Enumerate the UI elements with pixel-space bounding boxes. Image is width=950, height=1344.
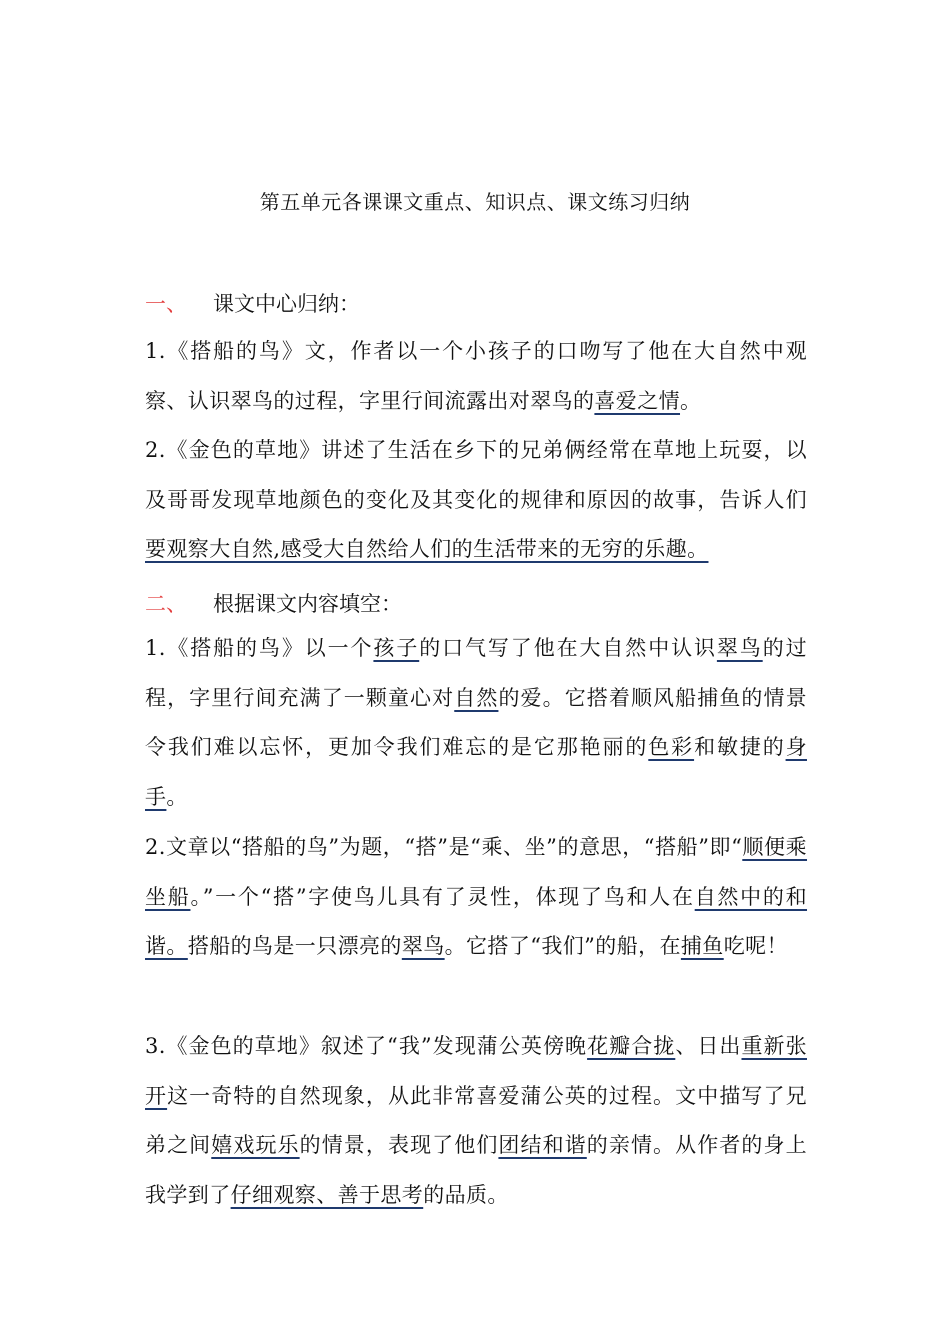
section-heading-text: 根据课文内容填空： bbox=[213, 592, 402, 616]
underlined-answer: 翠鸟 bbox=[401, 934, 445, 958]
underlined-answer: 自然 bbox=[454, 685, 499, 710]
paragraph-text: 2.《金色的草地》讲述了生活在乡下的兄弟俩经常在草地上玩耍，以及哥哥发现草地颜色的变化及其变化的规律和原因的故事，告诉人们 bbox=[145, 438, 807, 512]
section-heading-1 bbox=[145, 288, 360, 318]
paragraph-text: 的品质。 bbox=[423, 1182, 509, 1207]
paragraph-text: 搭船的鸟是一只漂亮的 bbox=[187, 934, 402, 958]
section-number: 一、 bbox=[145, 292, 187, 316]
paragraph-text: 。它搭了“我们”的船，在 bbox=[444, 934, 681, 958]
fill-paragraph-3 bbox=[145, 1022, 807, 1220]
underlined-answer: 重新张开 bbox=[145, 1034, 807, 1108]
paragraph-text: 的爱。它搭着顺风船捕鱼的情景令我们难以忘怀，更加令我们难忘的是它那艳丽的 bbox=[145, 685, 807, 759]
underlined-answer: 喜爱之情 bbox=[594, 388, 681, 413]
underlined-answer: 顺便乘坐船 bbox=[145, 835, 808, 909]
underlined-answer: 孩子 bbox=[373, 636, 420, 660]
paragraph-text: 。 bbox=[166, 784, 188, 809]
fill-paragraph-2 bbox=[145, 823, 807, 972]
paragraph-text: 、日出 bbox=[675, 1034, 742, 1058]
underlined-answer: 翠鸟 bbox=[716, 636, 763, 660]
section-number: 二、 bbox=[145, 592, 187, 616]
section-heading-text: 课文中心归纳： bbox=[213, 292, 360, 316]
paragraph-text: 和敏捷的 bbox=[694, 735, 786, 759]
underlined-answer: 身手 bbox=[145, 735, 807, 809]
underlined-answer: 仔细观察、善于思考 bbox=[230, 1182, 424, 1207]
paragraph-text: 吃呢！ bbox=[723, 934, 788, 958]
paragraph-text: 。”一个“搭”字使鸟儿具有了灵性，体现了鸟和人在 bbox=[190, 884, 695, 909]
paragraph-text: 的口气写了他在大自然中认识 bbox=[419, 636, 717, 660]
summary-paragraph-1 bbox=[145, 327, 807, 426]
underlined-answer: 要观察大自然,感受大自然给人们的生活带来的无穷的乐趣。 bbox=[145, 537, 709, 561]
paragraph-text: 这一奇特的自然现象，从此非常喜爱蒲公英的过程。文中描写了兄弟之间 bbox=[145, 1083, 807, 1157]
underlined-answer: 捕鱼 bbox=[680, 934, 724, 958]
summary-paragraph-2 bbox=[145, 426, 807, 575]
paragraph-text: 的过程，字里行间充满了一颗童心对 bbox=[145, 636, 807, 710]
paragraph-text: 3.《金色的草地》叙述了“我”发现蒲公英傍晚 bbox=[145, 1034, 588, 1058]
paragraph-text: 1.《搭船的鸟》文，作者以一个小孩子的口吻写了他在大自然中观察、认识翠鸟的过程，字里行间流露出对翠鸟的 bbox=[145, 339, 807, 413]
paragraph-text: 。 bbox=[680, 388, 702, 413]
paragraph-text: 的情景，表现了他们 bbox=[299, 1133, 499, 1157]
section-heading-2 bbox=[145, 588, 402, 618]
underlined-answer: 团结和谐 bbox=[498, 1133, 587, 1157]
underlined-answer: 色彩 bbox=[648, 735, 695, 759]
paragraph-text: 2.文章以“搭船的鸟”为题，“搭”是“乘、坐”的意思，“搭船”即“ bbox=[145, 835, 743, 859]
paragraph-text: 1.《搭船的鸟》以一个 bbox=[145, 636, 374, 660]
underlined-answer: 自然中的和谐。 bbox=[145, 884, 808, 958]
fill-paragraph-1 bbox=[145, 624, 807, 822]
underlined-answer: 嬉戏玩乐 bbox=[211, 1133, 300, 1157]
paragraph-text: 的亲情。从作者的身上我学到了 bbox=[145, 1133, 807, 1207]
page-title: 第五单元各课课文重点、知识点、课文练习归纳 bbox=[259, 190, 691, 214]
underlined-answer: 花瓣合拢 bbox=[587, 1034, 676, 1058]
